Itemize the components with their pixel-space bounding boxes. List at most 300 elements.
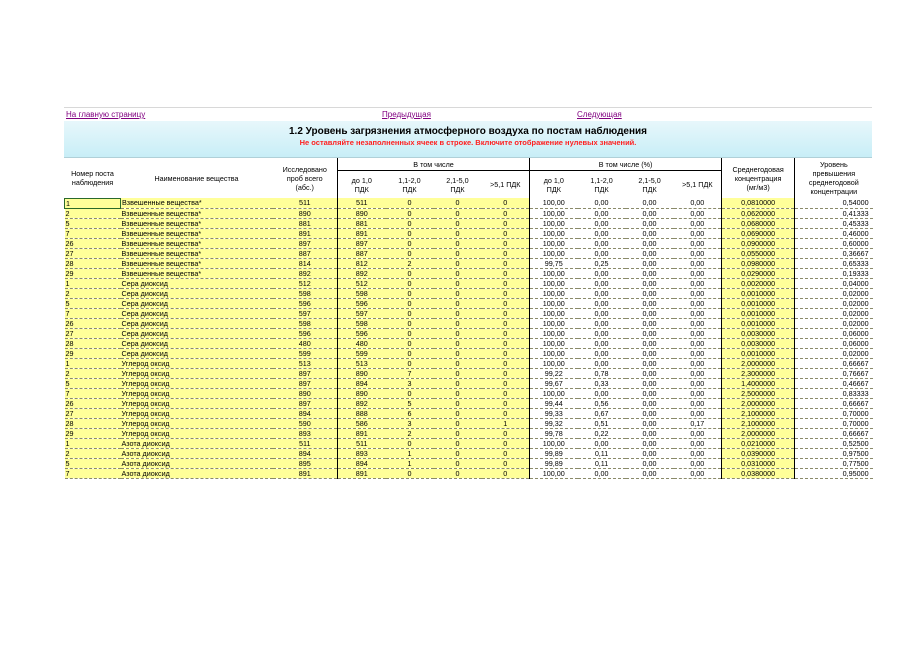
cell-level[interactable]: 0,77500 <box>795 458 873 468</box>
cell-pct-c3[interactable]: 0,00 <box>626 278 674 288</box>
cell-abs-c4[interactable]: 0 <box>482 398 530 408</box>
cell-level[interactable]: 0,04000 <box>795 278 873 288</box>
cell-avg[interactable]: 0,0010000 <box>722 288 795 298</box>
cell-samples[interactable]: 897 <box>273 378 338 388</box>
cell-abs-c4[interactable]: 0 <box>482 208 530 218</box>
cell-abs-c4[interactable]: 0 <box>482 308 530 318</box>
cell-abs-c1[interactable]: 597 <box>338 308 386 318</box>
cell-level[interactable]: 0,36667 <box>795 248 873 258</box>
cell-abs-c1[interactable]: 888 <box>338 408 386 418</box>
cell-post[interactable]: 5 <box>65 298 121 308</box>
cell-abs-c1[interactable]: 512 <box>338 278 386 288</box>
cell-abs-c4[interactable]: 0 <box>482 438 530 448</box>
cell-substance[interactable]: Сера диоксид <box>121 338 273 348</box>
cell-pct-c3[interactable]: 0,00 <box>626 218 674 228</box>
cell-abs-c1[interactable]: 890 <box>338 368 386 378</box>
cell-level[interactable]: 0,02000 <box>795 318 873 328</box>
cell-abs-c3[interactable]: 0 <box>434 208 482 218</box>
cell-samples[interactable]: 897 <box>273 238 338 248</box>
cell-samples[interactable]: 814 <box>273 258 338 268</box>
cell-substance[interactable]: Азота диоксид <box>121 438 273 448</box>
cell-abs-c2[interactable]: 0 <box>386 318 434 328</box>
cell-abs-c1[interactable]: 890 <box>338 388 386 398</box>
cell-substance[interactable]: Сера диоксид <box>121 318 273 328</box>
cell-avg[interactable]: 2,1000000 <box>722 408 795 418</box>
cell-post[interactable]: 29 <box>65 348 121 358</box>
cell-level[interactable]: 0,45333 <box>795 218 873 228</box>
home-link[interactable]: На главную страницу <box>66 110 146 119</box>
cell-pct-c3[interactable]: 0,00 <box>626 408 674 418</box>
cell-samples[interactable]: 511 <box>273 438 338 448</box>
cell-pct-c4[interactable]: 0,00 <box>674 348 722 358</box>
cell-abs-c1[interactable]: 812 <box>338 258 386 268</box>
cell-pct-c1[interactable]: 100,00 <box>530 338 578 348</box>
cell-pct-c4[interactable]: 0,00 <box>674 388 722 398</box>
cell-pct-c4[interactable]: 0,00 <box>674 208 722 218</box>
cell-pct-c4[interactable]: 0,00 <box>674 198 722 208</box>
cell-level[interactable]: 0,02000 <box>795 288 873 298</box>
cell-pct-c4[interactable]: 0,00 <box>674 308 722 318</box>
cell-pct-c2[interactable]: 0,51 <box>578 418 626 428</box>
cell-samples[interactable]: 881 <box>273 218 338 228</box>
cell-pct-c4[interactable]: 0,00 <box>674 228 722 238</box>
cell-pct-c1[interactable]: 99,67 <box>530 378 578 388</box>
cell-pct-c4[interactable]: 0,00 <box>674 438 722 448</box>
cell-pct-c3[interactable]: 0,00 <box>626 288 674 298</box>
cell-avg[interactable]: 2,1000000 <box>722 418 795 428</box>
cell-pct-c1[interactable]: 100,00 <box>530 298 578 308</box>
cell-pct-c4[interactable]: 0,00 <box>674 278 722 288</box>
cell-level[interactable]: 0,65333 <box>795 258 873 268</box>
cell-abs-c4[interactable]: 0 <box>482 228 530 238</box>
cell-pct-c1[interactable]: 99,75 <box>530 258 578 268</box>
cell-abs-c4[interactable]: 0 <box>482 198 530 208</box>
cell-level[interactable]: 0,76667 <box>795 368 873 378</box>
cell-post[interactable]: 26 <box>65 398 121 408</box>
cell-abs-c1[interactable]: 599 <box>338 348 386 358</box>
cell-abs-c1[interactable]: 596 <box>338 328 386 338</box>
cell-abs-c2[interactable]: 0 <box>386 348 434 358</box>
cell-abs-c3[interactable]: 0 <box>434 448 482 458</box>
cell-abs-c3[interactable]: 0 <box>434 468 482 478</box>
cell-pct-c1[interactable]: 99,89 <box>530 448 578 458</box>
cell-samples[interactable]: 598 <box>273 318 338 328</box>
cell-abs-c1[interactable]: 897 <box>338 238 386 248</box>
cell-avg[interactable]: 2,0000000 <box>722 428 795 438</box>
cell-post[interactable]: 26 <box>65 318 121 328</box>
cell-abs-c3[interactable]: 0 <box>434 338 482 348</box>
cell-pct-c4[interactable]: 0,00 <box>674 448 722 458</box>
cell-pct-c3[interactable]: 0,00 <box>626 208 674 218</box>
cell-pct-c1[interactable]: 100,00 <box>530 278 578 288</box>
cell-pct-c2[interactable]: 0,00 <box>578 318 626 328</box>
cell-pct-c1[interactable]: 99,22 <box>530 368 578 378</box>
cell-avg[interactable]: 0,0680000 <box>722 218 795 228</box>
cell-pct-c3[interactable]: 0,00 <box>626 448 674 458</box>
cell-abs-c1[interactable]: 892 <box>338 268 386 278</box>
cell-abs-c4[interactable]: 0 <box>482 378 530 388</box>
cell-level[interactable]: 0,41333 <box>795 208 873 218</box>
cell-abs-c1[interactable]: 598 <box>338 318 386 328</box>
cell-abs-c1[interactable]: 891 <box>338 228 386 238</box>
cell-pct-c2[interactable]: 0,00 <box>578 268 626 278</box>
cell-pct-c3[interactable]: 0,00 <box>626 308 674 318</box>
cell-pct-c4[interactable]: 0,17 <box>674 418 722 428</box>
cell-abs-c1[interactable]: 598 <box>338 288 386 298</box>
cell-pct-c4[interactable]: 0,00 <box>674 398 722 408</box>
cell-abs-c1[interactable]: 596 <box>338 298 386 308</box>
cell-level[interactable]: 0,60000 <box>795 238 873 248</box>
cell-avg[interactable]: 0,0010000 <box>722 318 795 328</box>
cell-abs-c2[interactable]: 0 <box>386 228 434 238</box>
cell-level[interactable]: 0,02000 <box>795 308 873 318</box>
cell-avg[interactable]: 0,0010000 <box>722 298 795 308</box>
cell-abs-c2[interactable]: 0 <box>386 468 434 478</box>
cell-abs-c2[interactable]: 0 <box>386 218 434 228</box>
cell-pct-c4[interactable]: 0,00 <box>674 238 722 248</box>
cell-samples[interactable]: 895 <box>273 458 338 468</box>
cell-abs-c3[interactable]: 0 <box>434 228 482 238</box>
cell-samples[interactable]: 512 <box>273 278 338 288</box>
cell-avg[interactable]: 0,0690000 <box>722 228 795 238</box>
cell-abs-c2[interactable]: 5 <box>386 398 434 408</box>
cell-avg[interactable]: 0,0030000 <box>722 338 795 348</box>
cell-pct-c4[interactable]: 0,00 <box>674 268 722 278</box>
cell-abs-c1[interactable]: 893 <box>338 448 386 458</box>
cell-abs-c2[interactable]: 0 <box>386 238 434 248</box>
cell-avg[interactable]: 2,5000000 <box>722 388 795 398</box>
cell-pct-c2[interactable]: 0,22 <box>578 428 626 438</box>
cell-pct-c4[interactable]: 0,00 <box>674 328 722 338</box>
cell-avg[interactable]: 0,0030000 <box>722 328 795 338</box>
cell-substance[interactable]: Азота диоксид <box>121 448 273 458</box>
cell-pct-c2[interactable]: 0,25 <box>578 258 626 268</box>
cell-substance[interactable]: Углерод оксид <box>121 408 273 418</box>
cell-avg[interactable]: 0,0010000 <box>722 308 795 318</box>
cell-pct-c4[interactable]: 0,00 <box>674 378 722 388</box>
cell-pct-c3[interactable]: 0,00 <box>626 328 674 338</box>
cell-substance[interactable]: Сера диоксид <box>121 328 273 338</box>
cell-abs-c3[interactable]: 0 <box>434 368 482 378</box>
cell-pct-c1[interactable]: 100,00 <box>530 328 578 338</box>
cell-pct-c3[interactable]: 0,00 <box>626 358 674 368</box>
cell-samples[interactable]: 480 <box>273 338 338 348</box>
cell-abs-c1[interactable]: 511 <box>338 198 386 208</box>
cell-pct-c3[interactable]: 0,00 <box>626 368 674 378</box>
cell-avg[interactable]: 2,3000000 <box>722 368 795 378</box>
cell-pct-c4[interactable]: 0,00 <box>674 288 722 298</box>
cell-pct-c2[interactable]: 0,00 <box>578 338 626 348</box>
cell-abs-c4[interactable]: 0 <box>482 338 530 348</box>
cell-pct-c3[interactable]: 0,00 <box>626 268 674 278</box>
cell-pct-c3[interactable]: 0,00 <box>626 388 674 398</box>
cell-samples[interactable]: 894 <box>273 448 338 458</box>
cell-substance[interactable]: Углерод оксид <box>121 378 273 388</box>
cell-pct-c2[interactable]: 0,00 <box>578 328 626 338</box>
cell-avg[interactable]: 0,0810000 <box>722 198 795 208</box>
cell-abs-c3[interactable]: 0 <box>434 388 482 398</box>
cell-abs-c1[interactable]: 887 <box>338 248 386 258</box>
cell-abs-c3[interactable]: 0 <box>434 318 482 328</box>
cell-pct-c3[interactable]: 0,00 <box>626 228 674 238</box>
cell-abs-c3[interactable]: 0 <box>434 258 482 268</box>
cell-pct-c4[interactable]: 0,00 <box>674 358 722 368</box>
cell-pct-c2[interactable]: 0,11 <box>578 458 626 468</box>
cell-abs-c4[interactable]: 0 <box>482 298 530 308</box>
cell-abs-c1[interactable]: 894 <box>338 378 386 388</box>
cell-pct-c2[interactable]: 0,56 <box>578 398 626 408</box>
cell-pct-c2[interactable]: 0,33 <box>578 378 626 388</box>
cell-substance[interactable]: Сера диоксид <box>121 348 273 358</box>
cell-pct-c4[interactable]: 0,00 <box>674 428 722 438</box>
cell-pct-c4[interactable]: 0,00 <box>674 298 722 308</box>
cell-pct-c2[interactable]: 0,00 <box>578 438 626 448</box>
cell-pct-c1[interactable]: 100,00 <box>530 288 578 298</box>
cell-pct-c2[interactable]: 0,00 <box>578 288 626 298</box>
cell-level[interactable]: 0,95000 <box>795 468 873 478</box>
cell-samples[interactable]: 897 <box>273 368 338 378</box>
cell-pct-c3[interactable]: 0,00 <box>626 438 674 448</box>
cell-samples[interactable]: 597 <box>273 308 338 318</box>
cell-post[interactable]: 5 <box>65 458 121 468</box>
cell-abs-c3[interactable]: 0 <box>434 418 482 428</box>
cell-samples[interactable]: 599 <box>273 348 338 358</box>
cell-pct-c3[interactable]: 0,00 <box>626 418 674 428</box>
cell-abs-c2[interactable]: 2 <box>386 428 434 438</box>
cell-pct-c1[interactable]: 100,00 <box>530 238 578 248</box>
cell-avg[interactable]: 0,0620000 <box>722 208 795 218</box>
cell-pct-c2[interactable]: 0,00 <box>578 228 626 238</box>
cell-pct-c2[interactable]: 0,00 <box>578 358 626 368</box>
cell-pct-c1[interactable]: 100,00 <box>530 198 578 208</box>
cell-post[interactable]: 2 <box>65 368 121 378</box>
cell-level[interactable]: 0,83333 <box>795 388 873 398</box>
cell-post[interactable]: 7 <box>65 388 121 398</box>
cell-abs-c4[interactable]: 0 <box>482 458 530 468</box>
cell-abs-c4[interactable]: 0 <box>482 328 530 338</box>
cell-abs-c4[interactable]: 0 <box>482 468 530 478</box>
cell-substance[interactable]: Взвешенные вещества* <box>121 258 273 268</box>
cell-avg[interactable]: 2,0000000 <box>722 358 795 368</box>
cell-avg[interactable]: 0,0900000 <box>722 238 795 248</box>
cell-abs-c2[interactable]: 7 <box>386 368 434 378</box>
cell-abs-c2[interactable]: 0 <box>386 328 434 338</box>
cell-avg[interactable]: 1,4000000 <box>722 378 795 388</box>
cell-abs-c1[interactable]: 586 <box>338 418 386 428</box>
cell-abs-c2[interactable]: 6 <box>386 408 434 418</box>
cell-abs-c3[interactable]: 0 <box>434 278 482 288</box>
cell-abs-c2[interactable]: 0 <box>386 338 434 348</box>
cell-pct-c3[interactable]: 0,00 <box>626 238 674 248</box>
cell-avg[interactable]: 0,0290000 <box>722 268 795 278</box>
cell-abs-c1[interactable]: 890 <box>338 208 386 218</box>
cell-avg[interactable]: 0,0390000 <box>722 448 795 458</box>
cell-avg[interactable]: 0,0310000 <box>722 458 795 468</box>
cell-abs-c3[interactable]: 0 <box>434 358 482 368</box>
cell-post[interactable]: 27 <box>65 328 121 338</box>
cell-pct-c2[interactable]: 0,00 <box>578 388 626 398</box>
cell-avg[interactable]: 0,0020000 <box>722 278 795 288</box>
cell-samples[interactable]: 891 <box>273 228 338 238</box>
cell-abs-c3[interactable]: 0 <box>434 438 482 448</box>
cell-post[interactable]: 1 <box>65 358 121 368</box>
cell-pct-c2[interactable]: 0,11 <box>578 448 626 458</box>
cell-post[interactable]: 1 <box>65 278 121 288</box>
cell-abs-c2[interactable]: 0 <box>386 268 434 278</box>
cell-pct-c3[interactable]: 0,00 <box>626 468 674 478</box>
cell-abs-c4[interactable]: 0 <box>482 218 530 228</box>
cell-pct-c1[interactable]: 100,00 <box>530 348 578 358</box>
cell-post[interactable]: 5 <box>65 378 121 388</box>
cell-abs-c2[interactable]: 0 <box>386 288 434 298</box>
cell-pct-c1[interactable]: 100,00 <box>530 318 578 328</box>
cell-post[interactable]: 2 <box>65 448 121 458</box>
cell-pct-c3[interactable]: 0,00 <box>626 348 674 358</box>
cell-abs-c1[interactable]: 894 <box>338 458 386 468</box>
cell-samples[interactable]: 892 <box>273 268 338 278</box>
cell-pct-c3[interactable]: 0,00 <box>626 298 674 308</box>
cell-level[interactable]: 0,70000 <box>795 408 873 418</box>
cell-abs-c1[interactable]: 891 <box>338 468 386 478</box>
cell-level[interactable]: 0,66667 <box>795 428 873 438</box>
cell-post[interactable]: 29 <box>65 268 121 278</box>
cell-post[interactable]: 2 <box>65 288 121 298</box>
cell-level[interactable]: 0,46667 <box>795 378 873 388</box>
cell-level[interactable]: 0,52500 <box>795 438 873 448</box>
cell-abs-c3[interactable]: 0 <box>434 378 482 388</box>
cell-post[interactable]: 5 <box>65 218 121 228</box>
cell-pct-c4[interactable]: 0,00 <box>674 218 722 228</box>
cell-samples[interactable]: 890 <box>273 388 338 398</box>
cell-substance[interactable]: Взвешенные вещества* <box>121 198 273 208</box>
cell-abs-c2[interactable]: 0 <box>386 298 434 308</box>
cell-avg[interactable]: 0,0210000 <box>722 438 795 448</box>
cell-post[interactable]: 28 <box>65 258 121 268</box>
cell-substance[interactable]: Взвешенные вещества* <box>121 268 273 278</box>
cell-abs-c3[interactable]: 0 <box>434 398 482 408</box>
cell-pct-c2[interactable]: 0,00 <box>578 308 626 318</box>
cell-pct-c2[interactable]: 0,00 <box>578 348 626 358</box>
cell-pct-c2[interactable]: 0,00 <box>578 468 626 478</box>
cell-abs-c2[interactable]: 0 <box>386 388 434 398</box>
cell-level[interactable]: 0,06000 <box>795 338 873 348</box>
cell-pct-c1[interactable]: 100,00 <box>530 248 578 258</box>
cell-level[interactable]: 0,46000 <box>795 228 873 238</box>
cell-pct-c1[interactable]: 99,44 <box>530 398 578 408</box>
cell-pct-c1[interactable]: 100,00 <box>530 308 578 318</box>
cell-pct-c2[interactable]: 0,00 <box>578 248 626 258</box>
cell-pct-c1[interactable]: 99,33 <box>530 408 578 418</box>
cell-samples[interactable]: 897 <box>273 398 338 408</box>
cell-abs-c3[interactable]: 0 <box>434 348 482 358</box>
cell-level[interactable]: 0,54000 <box>795 198 873 208</box>
cell-pct-c3[interactable]: 0,00 <box>626 338 674 348</box>
cell-avg[interactable]: 2,0000000 <box>722 398 795 408</box>
cell-pct-c4[interactable]: 0,00 <box>674 258 722 268</box>
cell-avg[interactable]: 0,0380000 <box>722 468 795 478</box>
cell-samples[interactable]: 598 <box>273 288 338 298</box>
cell-substance[interactable]: Сера диоксид <box>121 288 273 298</box>
cell-pct-c1[interactable]: 100,00 <box>530 438 578 448</box>
cell-post[interactable]: 28 <box>65 418 121 428</box>
cell-pct-c1[interactable]: 100,00 <box>530 468 578 478</box>
cell-post[interactable]: 1 <box>65 198 121 208</box>
cell-abs-c1[interactable]: 892 <box>338 398 386 408</box>
cell-abs-c3[interactable]: 0 <box>434 268 482 278</box>
cell-pct-c1[interactable]: 100,00 <box>530 228 578 238</box>
cell-pct-c3[interactable]: 0,00 <box>626 428 674 438</box>
cell-level[interactable]: 0,66667 <box>795 358 873 368</box>
cell-substance[interactable]: Углерод оксид <box>121 428 273 438</box>
cell-abs-c4[interactable]: 1 <box>482 418 530 428</box>
cell-post[interactable]: 28 <box>65 338 121 348</box>
cell-abs-c4[interactable]: 0 <box>482 368 530 378</box>
cell-abs-c2[interactable]: 2 <box>386 258 434 268</box>
cell-substance[interactable]: Взвешенные вещества* <box>121 218 273 228</box>
cell-substance[interactable]: Углерод оксид <box>121 398 273 408</box>
cell-pct-c3[interactable]: 0,00 <box>626 198 674 208</box>
cell-post[interactable]: 29 <box>65 428 121 438</box>
cell-pct-c1[interactable]: 99,32 <box>530 418 578 428</box>
cell-pct-c4[interactable]: 0,00 <box>674 368 722 378</box>
cell-substance[interactable]: Углерод оксид <box>121 418 273 428</box>
cell-abs-c1[interactable]: 881 <box>338 218 386 228</box>
cell-abs-c4[interactable]: 0 <box>482 388 530 398</box>
cell-pct-c2[interactable]: 0,00 <box>578 218 626 228</box>
cell-substance[interactable]: Взвешенные вещества* <box>121 228 273 238</box>
cell-pct-c3[interactable]: 0,00 <box>626 318 674 328</box>
cell-abs-c4[interactable]: 0 <box>482 448 530 458</box>
cell-abs-c2[interactable]: 0 <box>386 438 434 448</box>
cell-substance[interactable]: Взвешенные вещества* <box>121 208 273 218</box>
cell-pct-c3[interactable]: 0,00 <box>626 378 674 388</box>
cell-samples[interactable]: 596 <box>273 328 338 338</box>
cell-pct-c4[interactable]: 0,00 <box>674 318 722 328</box>
cell-pct-c4[interactable]: 0,00 <box>674 408 722 418</box>
cell-pct-c2[interactable]: 0,00 <box>578 208 626 218</box>
cell-abs-c2[interactable]: 0 <box>386 358 434 368</box>
cell-avg[interactable]: 0,0550000 <box>722 248 795 258</box>
cell-pct-c2[interactable]: 0,00 <box>578 238 626 248</box>
cell-abs-c4[interactable]: 0 <box>482 248 530 258</box>
cell-samples[interactable]: 894 <box>273 408 338 418</box>
cell-abs-c2[interactable]: 1 <box>386 458 434 468</box>
cell-abs-c3[interactable]: 0 <box>434 298 482 308</box>
cell-samples[interactable]: 596 <box>273 298 338 308</box>
cell-substance[interactable]: Сера диоксид <box>121 298 273 308</box>
cell-substance[interactable]: Азота диоксид <box>121 458 273 468</box>
cell-abs-c2[interactable]: 1 <box>386 448 434 458</box>
cell-abs-c2[interactable]: 0 <box>386 208 434 218</box>
cell-abs-c4[interactable]: 0 <box>482 318 530 328</box>
cell-samples[interactable]: 511 <box>273 198 338 208</box>
cell-post[interactable]: 26 <box>65 238 121 248</box>
cell-pct-c3[interactable]: 0,00 <box>626 248 674 258</box>
cell-level[interactable]: 0,66667 <box>795 398 873 408</box>
cell-pct-c4[interactable]: 0,00 <box>674 248 722 258</box>
cell-abs-c3[interactable]: 0 <box>434 198 482 208</box>
cell-abs-c3[interactable]: 0 <box>434 328 482 338</box>
cell-abs-c2[interactable]: 0 <box>386 198 434 208</box>
cell-abs-c3[interactable]: 0 <box>434 288 482 298</box>
cell-avg[interactable]: 0,0010000 <box>722 348 795 358</box>
cell-abs-c4[interactable]: 0 <box>482 238 530 248</box>
cell-substance[interactable]: Взвешенные вещества* <box>121 248 273 258</box>
cell-pct-c1[interactable]: 99,78 <box>530 428 578 438</box>
cell-samples[interactable]: 887 <box>273 248 338 258</box>
cell-samples[interactable]: 893 <box>273 428 338 438</box>
cell-pct-c1[interactable]: 99,89 <box>530 458 578 468</box>
